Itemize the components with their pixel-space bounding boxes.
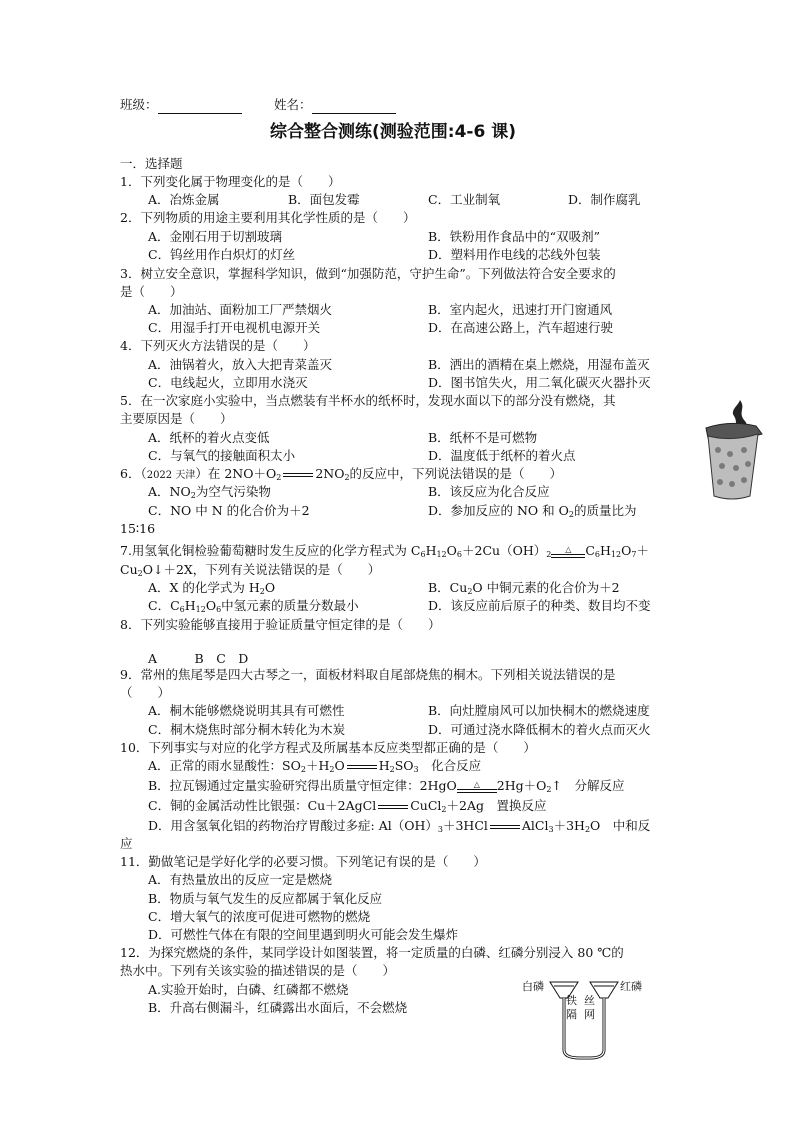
q10-option-d[interactable]: D．用含氢氧化铝的药物治疗胃酸过多症: $Al(OH)_3+3HCl$ $AlCl_3+3H_2O$ 中和反 <box>148 818 651 834</box>
q11-stem: 11．勤做笔记是学好化学的必要习惯。下列笔记有误的是（ ） <box>120 854 486 869</box>
heat-condition: △ <box>551 546 585 558</box>
q10-option-c[interactable]: C．铜的金属活动性比银强：Cu＋2AgCl CuCl$_2$＋2Ag 置换反应 <box>148 798 547 814</box>
q12-stem-line2: 热水中。下列有关该实验的描述错误的是（ ） <box>120 963 396 978</box>
q8-stem: 8．下列实验能够直接用于验证质量守恒定律的是（ ） <box>120 617 441 632</box>
q3-option-a[interactable]: A．加油站、面粉加工厂严禁烟火 <box>148 302 333 317</box>
q6-option-b[interactable]: B．该反应为化合反应 <box>428 484 550 499</box>
white-phosphorus-label: 白磷 <box>522 980 544 993</box>
class-label: 班级： <box>120 97 158 112</box>
q2-option-c[interactable]: C．钨丝用作白炽灯的灯丝 <box>148 247 296 262</box>
q10-stem: 10．下列事实与对应的化学方程式及所属基本反应类型都正确的是（ ） <box>120 740 536 755</box>
name-label: 姓名： <box>274 97 312 112</box>
q1-option-c[interactable]: C．工业制氧 <box>428 192 501 207</box>
q10-option-d-wrap: 应 <box>120 836 133 851</box>
mesh-label-2: 丝 <box>584 994 595 1007</box>
q4-option-d[interactable]: D．图书馆失火，用二氧化碳灭火器扑灭 <box>428 375 651 390</box>
q10-option-b[interactable]: B．拉瓦锡通过定量实验研究得出质量守恒定律：2HgO △ $2Hg+O_2↑$ 分解反应 <box>148 778 625 794</box>
q7-option-a[interactable]: A．X 的化学式为 $H_2O$ <box>148 580 276 596</box>
paper-cup-figure <box>700 398 764 502</box>
page-title: 综合整合测练(测验范围:4-6 课) <box>270 122 516 142</box>
q1-option-b[interactable]: B．面包发霉 <box>288 192 360 207</box>
q5-option-a[interactable]: A．纸杯的着火点变低 <box>148 430 270 445</box>
mesh-label-4: 网 <box>584 1008 595 1021</box>
q5-option-d[interactable]: D．温度低于纸杯的着火点 <box>428 448 576 463</box>
q5-option-c[interactable]: C．与氧气的接触面积太小 <box>148 448 296 463</box>
q12-option-b[interactable]: B．升高右侧漏斗，红磷露出水面后，不会燃烧 <box>148 1000 408 1015</box>
q9-stem-line2: （ ） <box>120 685 171 700</box>
equals-sign <box>347 765 377 769</box>
q4-option-a[interactable]: A．油锅着火，放入大把青菜盖灭 <box>148 357 333 372</box>
q2-option-d[interactable]: D．塑料用作电线的芯线外包装 <box>428 247 601 262</box>
q7-option-c[interactable]: C．$C_6H_{12}O_6$中氢元素的质量分数最小 <box>148 598 359 614</box>
q8-options[interactable]: A B C D <box>148 651 249 666</box>
q5-option-b[interactable]: B．纸杯不是可燃物 <box>428 430 538 445</box>
heat-condition: △ <box>457 781 497 793</box>
q1-stem: 1．下列变化属于物理变化的是（ ） <box>120 174 341 189</box>
q11-option-c[interactable]: C．增大氧气的浓度可促进可燃物的燃烧 <box>148 909 371 924</box>
q2-option-a[interactable]: A．金刚石用于切割玻璃 <box>148 229 283 244</box>
q11-option-b[interactable]: B．物质与氧气发生的反应都属于氧化反应 <box>148 891 383 906</box>
q5-stem-line2: 主要原因是（ ） <box>120 411 233 426</box>
name-blank[interactable] <box>312 99 396 114</box>
q1-option-a[interactable]: A．冶炼金属 <box>148 192 220 207</box>
phosphorus-apparatus-figure <box>520 972 650 1062</box>
q6-option-d[interactable]: D．参加反应的 NO 和 $O_2$的质量比为 <box>428 503 637 519</box>
q4-stem: 4．下列灭火方法错误的是（ ） <box>120 338 316 353</box>
q12-stem-line1: 12．为探究燃烧的条件，某同学设计如图装置，将一定质量的白磷、红磷分别浸入 80 ℃的 <box>120 945 624 960</box>
section-heading: 一．选择题 <box>120 156 183 171</box>
q12-option-a[interactable]: A.实验开始时，白磷、红磷都不燃烧 <box>148 982 349 997</box>
q9-option-c[interactable]: C．桐木烧焦时部分桐木转化为木炭 <box>148 722 346 737</box>
q4-option-c[interactable]: C．电线起火，立即用水浇灭 <box>148 375 308 390</box>
red-phosphorus-label: 红磷 <box>620 980 642 993</box>
q2-option-b[interactable]: B．铁粉用作食品中的“双吸剂” <box>428 229 600 244</box>
q6-ratio: 15∶16 <box>120 521 156 536</box>
class-field <box>120 96 242 114</box>
q11-option-a[interactable]: A．有热量放出的反应一定是燃烧 <box>148 872 333 887</box>
name-field <box>274 96 396 114</box>
class-blank[interactable] <box>158 99 242 114</box>
q2-stem: 2．下列物质的用途主要利用其化学性质的是（ ） <box>120 210 416 225</box>
q10-option-a[interactable]: A．正常的雨水显酸性：$SO_2+H_2O$ $H_2SO_3$ 化合反应 <box>148 758 482 774</box>
q4-option-b[interactable]: B．洒出的酒精在桌上燃烧，用湿布盖灭 <box>428 357 650 372</box>
q3-option-b[interactable]: B．室内起火，迅速打开门窗通风 <box>428 302 613 317</box>
q11-option-d[interactable]: D．可燃性气体在有限的空间里遇到明火可能会发生爆炸 <box>148 927 459 942</box>
equals-sign <box>283 473 313 477</box>
q3-option-c[interactable]: C．用湿手打开电视机电源开关 <box>148 320 321 335</box>
q6-option-c[interactable]: C．NO 中 N 的化合价为＋2 <box>148 503 310 518</box>
cup-body <box>708 434 758 499</box>
mesh-label-3: 隔 <box>566 1008 577 1021</box>
q7-option-b[interactable]: B．$Cu_2O$ 中铜元素的化合价为＋2 <box>428 580 620 596</box>
q9-option-b[interactable]: B．向灶膛扇风可以加快桐木的燃烧速度 <box>428 703 650 718</box>
q3-stem-line2: 是（ ） <box>120 284 183 299</box>
q3-stem-line1: 3．树立安全意识，掌握科学知识，做到“加强防范，守护生命”。下列做法符合安全要求的 <box>120 266 616 281</box>
q7-option-d[interactable]: D．该反应前后原子的种类、数目均不变 <box>428 598 651 613</box>
mesh-label-1: 铁 <box>566 994 577 1007</box>
q9-option-d[interactable]: D．可通过浇水降低桐木的着火点而灭火 <box>428 722 651 737</box>
q7-stem-line1: 7.用氢氧化铜检验葡萄糖时发生反应的化学方程式为 $C_6H_{12}O_6+2Cu(OH)_2$ △ $C_6H_{12}O_7+$ <box>120 543 649 559</box>
q3-option-d[interactable]: D．在高速公路上，汽车超速行驶 <box>428 320 614 335</box>
q6-source: 2022 天津 <box>146 470 196 481</box>
q6-stem: 6．（2022 天津）在 $2NO+O_2$ $2NO_2$的反应中，下列说法错误的是（ ） <box>120 466 563 482</box>
q5-stem-line1: 5．在一次家庭小实验中，当点燃装有半杯水的纸杯时，发现水面以下的部分没有燃烧，其 <box>120 393 616 408</box>
q7-stem-line2: $Cu_2O↓+2X$，下列有关说法错误的是（ ） <box>120 562 381 578</box>
q1-option-d[interactable]: D．制作腐乳 <box>568 192 641 207</box>
equals-sign <box>490 825 520 829</box>
equals-sign <box>378 805 408 809</box>
q9-option-a[interactable]: A．桐木能够燃烧说明其具有可燃性 <box>148 703 345 718</box>
q6-option-a[interactable]: A．$NO_2$为空气污染物 <box>148 484 271 500</box>
q9-stem-line1: 9．常州的焦尾琴是四大古琴之一，面板材料取自尾部烧焦的桐木。下列相关说法错误的是 <box>120 667 616 682</box>
